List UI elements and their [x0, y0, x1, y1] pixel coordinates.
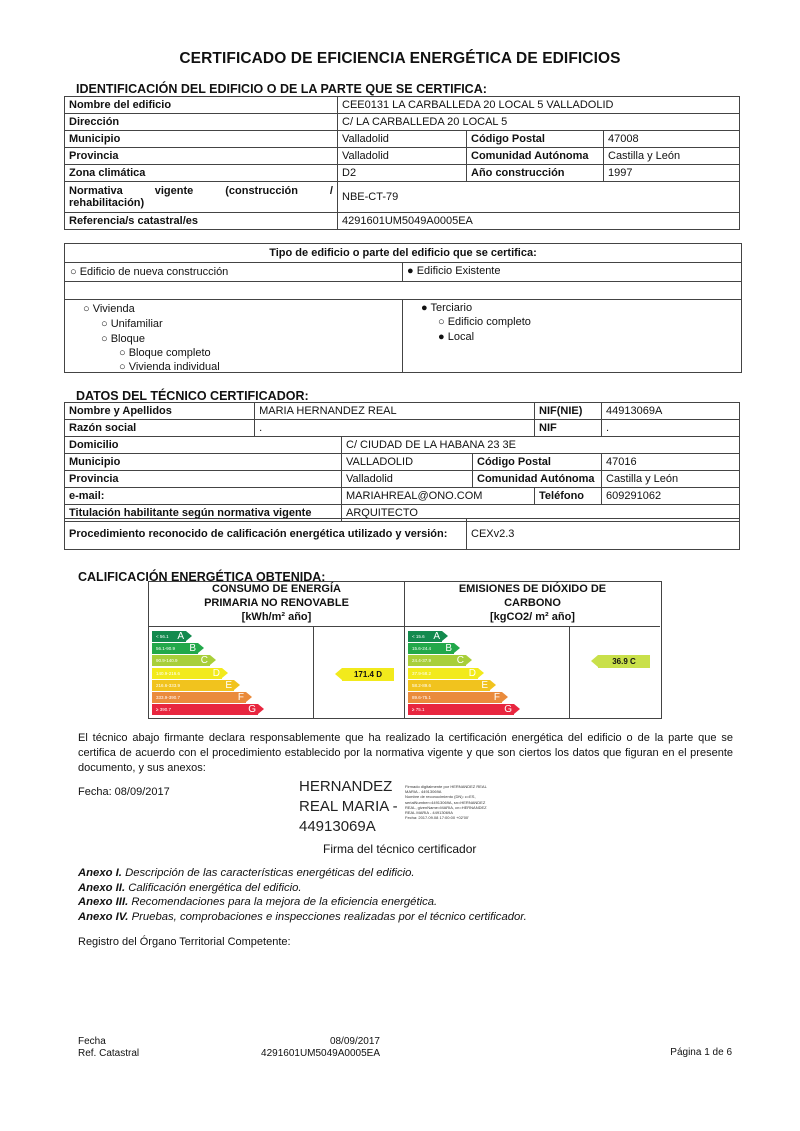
footer-labels: Fecha Ref. Catastral [78, 1036, 140, 1059]
table-row [65, 471, 740, 488]
municipio-label: Municipio [65, 131, 338, 148]
anexo-item: Anexo I. Descripción de las características energéticas del edificio. [78, 867, 415, 879]
registro-label: Registro del Órgano Territorial Competente: [78, 936, 291, 948]
normativa-label: Normativa vigente (construcción / rehabilitación) [65, 182, 338, 213]
emisiones-scale [408, 631, 514, 716]
tecnico-municipio-label: Municipio [65, 454, 342, 471]
consumo-scale [152, 631, 258, 716]
nombre-value: CEE0131 LA CARBALLEDA 20 LOCAL 5 VALLADOLID [338, 97, 740, 114]
table-row [65, 488, 740, 505]
document-title: CERTIFICADO DE EFICIENCIA ENERGÉTICA DE EDIFICIOS [179, 50, 621, 67]
rating-bar-c: 90.9-140.9 C [152, 655, 210, 666]
tecnico-ccaa-label: Comunidad Autónoma [473, 471, 602, 488]
radio-edificio-completo: ○ Edificio completo [438, 316, 531, 328]
tecnico-ccaa-value: Castilla y León [602, 471, 740, 488]
table-row [65, 131, 740, 148]
municipio-value: Valladolid [338, 131, 467, 148]
consumo-rating-pointer: 171.4 D [342, 668, 394, 681]
anexos-list [78, 866, 527, 924]
tecnico-municipio-value: VALLADOLID [342, 454, 473, 471]
tipo-row-empty [65, 282, 741, 300]
page-number: Página 1 de 6 [670, 1047, 732, 1058]
nifnie-label: NIF(NIE) [535, 403, 602, 420]
domicilio-label: Domicilio [65, 437, 342, 454]
rating-bar-c: 24.4-37.9 C [408, 655, 466, 666]
tecnico-table [64, 402, 740, 522]
calificacion-box [148, 581, 662, 719]
normativa-value: NBE-CT-79 [338, 182, 740, 213]
tecnico-provincia-label: Provincia [65, 471, 342, 488]
tecnico-cp-label: Código Postal [473, 454, 602, 471]
anexo-item: Anexo IV. Pruebas, comprobaciones e inspecciones realizadas por el técnico certificador. [78, 910, 527, 923]
tecnico-nombre-label: Nombre y Apellidos [65, 403, 255, 420]
razon-value: . [255, 420, 535, 437]
rating-bar-f: 333.9-390.7 F [152, 692, 246, 703]
table-row [65, 420, 740, 437]
ccaa-value: Castilla y León [604, 148, 740, 165]
rating-bar-e: 58.2-89.6 E [408, 680, 490, 691]
tecnico-nombre-value: MARIA HERNANDEZ REAL [255, 403, 535, 420]
ccaa-label: Comunidad Autónoma [467, 148, 604, 165]
identificacion-table [64, 96, 740, 230]
section-heading-tecnico: DATOS DEL TÉCNICO CERTIFICADOR: [76, 389, 309, 403]
table-row [65, 454, 740, 471]
consumo-panel [149, 582, 405, 718]
tipo-heading: Tipo de edificio o parte del edificio que se certifica: [65, 244, 741, 263]
procedimiento-table [64, 518, 740, 550]
rating-bar-b: 15.6-24.4 B [408, 643, 454, 654]
section-heading-calificacion: CALIFICACIÓN ENERGÉTICA OBTENIDA: [78, 570, 326, 584]
emisiones-rating-pointer: 36.9 C [598, 655, 650, 668]
declaration-text: El técnico abajo firmante declara responsablemente que ha realizado la certificación energética del edificio o de la parte que se certifica de acuerdo con el procedimiento establecido por la normativa vigente y que son ciertos los datos que figuran en el presente documento, y sus anexos: [78, 732, 733, 774]
email-value: MARIAHREAL@ONO.COM [342, 488, 535, 505]
emisiones-header: EMISIONES DE DIÓXIDO DE CARBONO [kgCO2/ m² año] [405, 582, 660, 627]
footer-values: 08/09/2017 4291601UM5049A0005EA [261, 1036, 380, 1059]
radio-terciario: ● Terciario [421, 302, 473, 314]
table-row [65, 97, 740, 114]
telefono-value: 609291062 [602, 488, 740, 505]
direccion-value: C/ LA CARBALLEDA 20 LOCAL 5 [338, 114, 740, 131]
tipo-edificio-box [64, 243, 742, 373]
razon-label: Razón social [65, 420, 255, 437]
referencia-value: 4291601UM5049A0005EA [338, 213, 740, 230]
radio-local: ● Local [438, 331, 475, 343]
table-row [65, 114, 740, 131]
cp-label: Código Postal [467, 131, 604, 148]
domicilio-value: C/ CIUDAD DE LA HABANA 23 3E [342, 437, 740, 454]
tecnico-provincia-value: Valladolid [342, 471, 473, 488]
rating-bar-d: 140.9-216.6 D [152, 668, 222, 679]
emisiones-panel [405, 582, 660, 718]
signature-name: HERNANDEZ REAL MARIA - 44913069A [299, 778, 398, 835]
email-label: e-mail: [65, 488, 342, 505]
zona-value: D2 [338, 165, 467, 182]
rating-bar-e: 216.6-333.9 E [152, 680, 234, 691]
rating-bar-a: < 56.1 A [152, 631, 186, 642]
nombre-label: Nombre del edificio [65, 97, 338, 114]
table-row [65, 403, 740, 420]
rating-bar-d: 37.9-58.2 D [408, 668, 478, 679]
rating-bar-g: ≥ 390.7 G [152, 704, 258, 715]
zona-label: Zona climática [65, 165, 338, 182]
radio-nueva-construccion: ○ Edificio de nueva construcción [70, 266, 229, 278]
table-row [65, 213, 740, 230]
rating-bar-g: ≥ 75.1 G [408, 704, 514, 715]
procedimiento-value: CEXv2.3 [467, 519, 740, 550]
consumo-header: CONSUMO DE ENERGÍA PRIMARIA NO RENOVABLE [kWh/m² año] [149, 582, 404, 627]
nif-value: . [602, 420, 740, 437]
radio-edificio-existente: ● Edificio Existente [407, 265, 501, 277]
radio-vivienda-individual: ○ Vivienda individual [119, 361, 220, 373]
table-row [65, 165, 740, 182]
table-row [65, 437, 740, 454]
tecnico-cp-value: 47016 [602, 454, 740, 471]
radio-bloque: ○ Bloque [101, 333, 145, 345]
anio-label: Año construcción [467, 165, 604, 182]
titulacion-value: ARQUITECTO [342, 505, 740, 522]
anexo-item: Anexo III. Recomendaciones para la mejora de la eficiencia energética. [78, 896, 438, 908]
cp-value: 47008 [604, 131, 740, 148]
digital-signature-details: Firmado digitalmente por HERNANDEZ REAL MARIA - 44913069A Nombre de reconocimiento (DN): c=ES, serialNumber=44913069A, sn=HERNANDEZ REAL, givenName=MARIA, cn=HERNANDEZ REAL MARIA - 44913069A Fecha: 2017.09.08 17:00:00 +02'00' [405, 784, 487, 821]
table-row [65, 182, 740, 213]
telefono-label: Teléfono [535, 488, 602, 505]
direccion-label: Dirección [65, 114, 338, 131]
nif-label: NIF [535, 420, 602, 437]
anexo-item: Anexo II. Calificación energética del edificio. [78, 881, 302, 894]
rating-bar-a: < 15.6 A [408, 631, 442, 642]
radio-unifamiliar: ○ Unifamiliar [101, 318, 163, 330]
table-row [65, 148, 740, 165]
rating-bar-f: 89.6-75.1 F [408, 692, 502, 703]
rating-bar-b: 56.1-90.9 B [152, 643, 198, 654]
section-heading-identificacion: IDENTIFICACIÓN DEL EDIFICIO O DE LA PARTE QUE SE CERTIFICA: [76, 82, 487, 96]
provincia-label: Provincia [65, 148, 338, 165]
referencia-label: Referencia/s catastral/es [65, 213, 338, 230]
titulacion-label: Titulación habilitante según normativa vigente [65, 505, 342, 522]
fecha-firma: Fecha: 08/09/2017 [78, 786, 170, 798]
nifnie-value: 44913069A [602, 403, 740, 420]
provincia-value: Valladolid [338, 148, 467, 165]
table-row [65, 519, 740, 550]
procedimiento-label: Procedimiento reconocido de calificación energética utilizado y versión: [65, 519, 467, 550]
radio-vivienda: ○ Vivienda [83, 303, 135, 315]
anio-value: 1997 [604, 165, 740, 182]
signature-caption: Firma del técnico certificador [323, 842, 477, 856]
radio-bloque-completo: ○ Bloque completo [119, 347, 211, 359]
